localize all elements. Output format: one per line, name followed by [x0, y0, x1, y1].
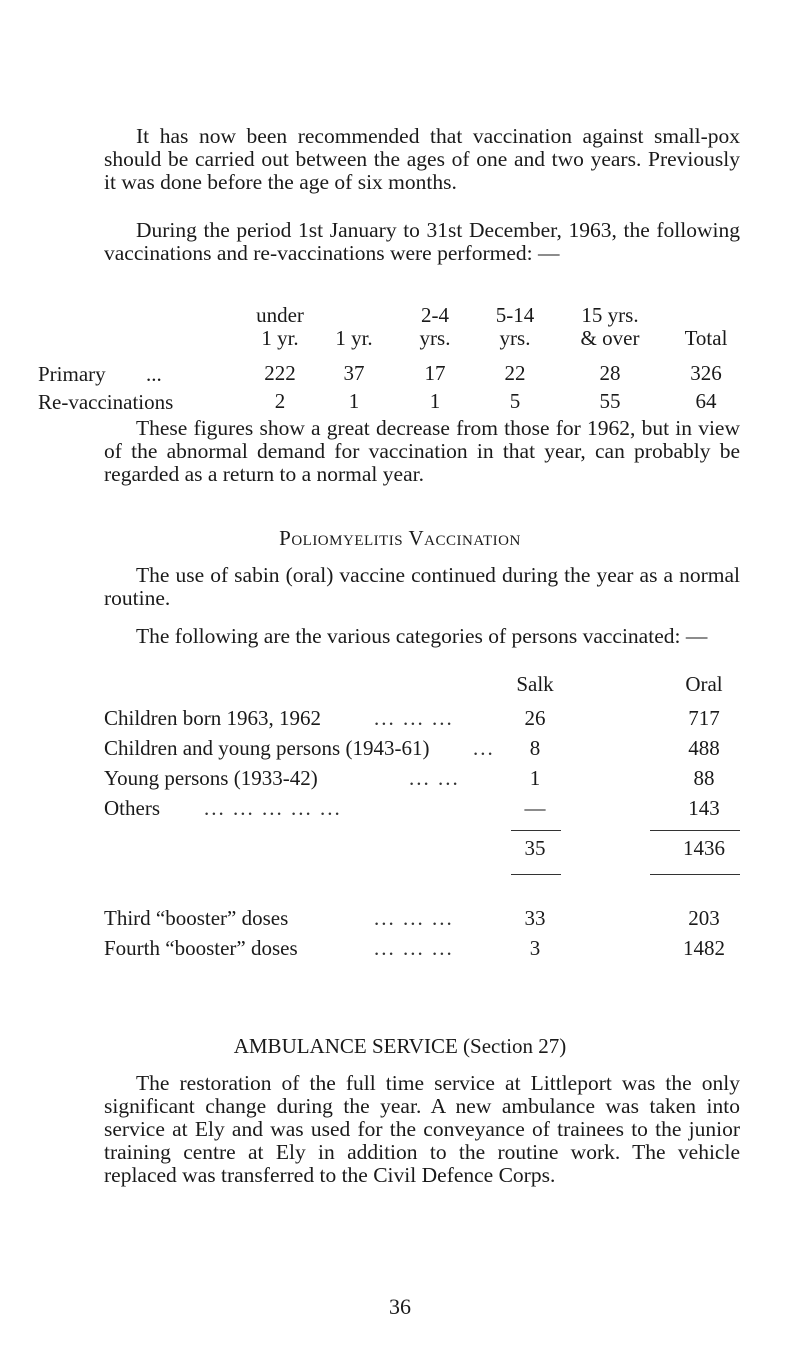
totals-row	[104, 836, 744, 860]
table-row	[104, 936, 744, 960]
table-row	[104, 736, 744, 760]
oral-value: 203	[688, 906, 720, 930]
column-header: under 1 yr.	[256, 303, 304, 350]
intro-paragraph-2: During the period 1st January to 31st December, 1963, the following vaccinations and re-vaccinations were performed: —	[104, 218, 740, 265]
oral-value: 488	[688, 736, 720, 760]
salk-value: 1	[529, 766, 541, 790]
table-row	[104, 706, 744, 730]
table-cell: 326	[690, 361, 722, 385]
column-header: 15 yrs. & over	[580, 303, 640, 350]
row-label: Children and young persons (1943-61)	[104, 736, 430, 760]
leader-dots: ... ... ... ... ...	[204, 796, 342, 820]
oral-value: 1482	[683, 936, 725, 960]
row-label: Others	[104, 796, 160, 820]
column-header-salk: Salk	[516, 672, 554, 696]
column-header-oral: Oral	[685, 672, 723, 696]
salk-value: 26	[524, 706, 546, 730]
column-header: 5-14 yrs.	[495, 303, 535, 350]
page-number: 36	[389, 1294, 411, 1319]
table-cell: 64	[695, 389, 717, 413]
table-cell: 1	[348, 389, 360, 413]
row-label: Third “booster” doses	[104, 906, 289, 930]
table-cell: 222	[264, 361, 296, 385]
table-cell: 22	[504, 361, 526, 385]
leader-dots: ... ... ...	[374, 706, 454, 730]
table-header	[38, 304, 748, 350]
figures-paragraph: These figures show a great decrease from those for 1962, but in view of the abnormal demand for vaccination in that year, can probably be regarded as a return to a normal year.	[104, 416, 740, 486]
salk-value: 33	[524, 906, 546, 930]
divider-rule	[650, 830, 740, 831]
intro-paragraph-1: It has now been recommended that vaccination against small-pox should be carried out between the ages of one and two years. Previously it was done before the age of six months.	[104, 124, 740, 194]
salk-total: 35	[524, 836, 546, 860]
polio-paragraph-1: The use of sabin (oral) vaccine continued during the year as a normal routine.	[104, 563, 740, 610]
oral-value: 88	[693, 766, 715, 790]
row-label: Children born 1963, 1962	[104, 706, 321, 730]
row-label: Fourth “booster” doses	[104, 936, 298, 960]
column-header: 2-4 yrs.	[419, 303, 451, 350]
row-label: Young persons (1933-42)	[104, 766, 318, 790]
row-label: Primary	[38, 362, 106, 386]
leader-dots: ...	[473, 736, 495, 760]
table-cell: 1	[429, 389, 441, 413]
table-cell: 2	[274, 389, 286, 413]
table-row	[104, 766, 744, 790]
column-header: 1 yr.	[335, 326, 373, 350]
divider-rule	[511, 874, 561, 875]
section-heading-poliomyelitis: Poliomyelitis Vaccination	[279, 526, 521, 550]
leader-dots: ...	[146, 362, 162, 386]
divider-rule	[511, 830, 561, 831]
polio-paragraph-2: The following are the various categories of persons vaccinated: —	[136, 624, 708, 648]
table-cell: 5	[509, 389, 521, 413]
oral-value: 717	[688, 706, 720, 730]
salk-value: —	[524, 796, 546, 820]
ambulance-paragraph: The restoration of the full time service at Littleport was the only significant change during the year. A new ambulance was taken into service at Ely and was used for the conveyance of trainees to the junior training centre at Ely in addition to the routine work. The vehicle replaced was transferred to the Civil Defence Corps.	[104, 1071, 740, 1187]
table-cell: 28	[599, 361, 621, 385]
table-row	[104, 796, 744, 820]
column-header: Total	[684, 326, 728, 350]
oral-value: 143	[688, 796, 720, 820]
table-cell: 55	[599, 389, 621, 413]
table-cell: 17	[424, 361, 446, 385]
row-label: Re-vaccinations	[38, 390, 174, 414]
leader-dots: ... ... ...	[374, 936, 454, 960]
leader-dots: ... ...	[409, 766, 460, 790]
oral-total: 1436	[683, 836, 725, 860]
table-row	[104, 906, 744, 930]
divider-rule	[650, 874, 740, 875]
section-heading-ambulance: AMBULANCE SERVICE (Section 27)	[233, 1034, 567, 1058]
salk-value: 3	[529, 936, 541, 960]
leader-dots: ... ... ...	[374, 906, 454, 930]
salk-value: 8	[529, 736, 541, 760]
table-cell: 37	[343, 361, 365, 385]
